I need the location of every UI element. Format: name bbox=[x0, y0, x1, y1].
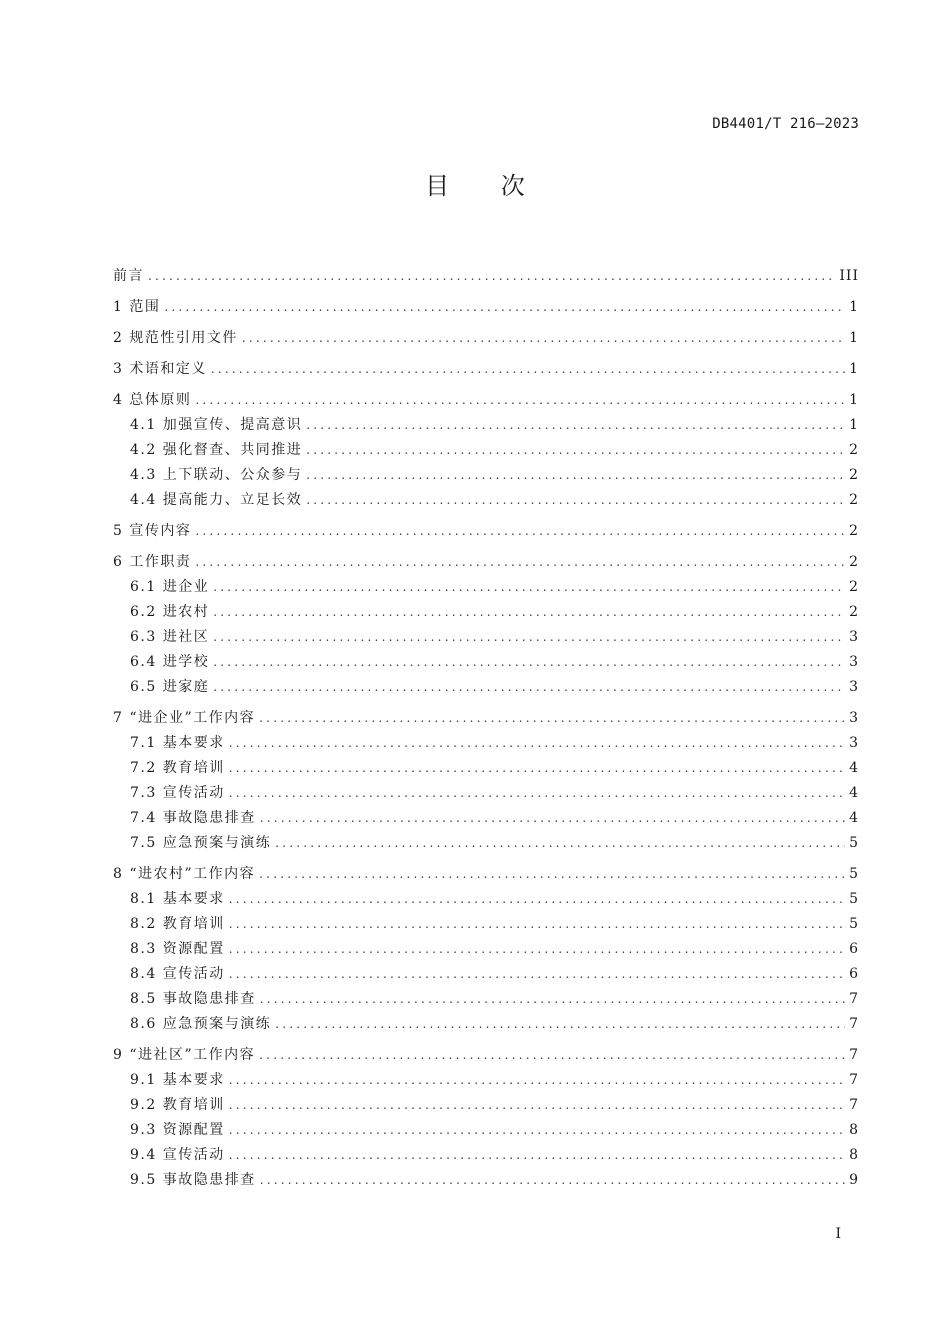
toc-entry-page: 5 bbox=[849, 916, 859, 932]
toc-section-entry[interactable] bbox=[113, 463, 859, 488]
toc-entry-page: 1 bbox=[849, 417, 859, 433]
toc-entry-label: 4.1 加强宣传、提高意识 bbox=[130, 417, 303, 433]
toc-entry-page: III bbox=[839, 268, 859, 284]
toc-chapter-entry[interactable] bbox=[113, 862, 859, 887]
toc-dot-leader bbox=[229, 1118, 845, 1143]
toc-entry-page: 3 bbox=[849, 735, 859, 751]
toc-entry-label: 9.1 基本要求 bbox=[130, 1072, 225, 1088]
toc-section-entry[interactable] bbox=[113, 806, 859, 831]
toc-dot-leader bbox=[229, 1143, 845, 1168]
toc-section-entry[interactable] bbox=[113, 887, 859, 912]
toc-entry-page: 3 bbox=[849, 654, 859, 670]
toc-entry-label: 3 术语和定义 bbox=[113, 361, 207, 377]
toc-section-entry[interactable] bbox=[113, 600, 859, 625]
toc-dot-leader bbox=[306, 438, 845, 463]
toc-entry-page: 2 bbox=[849, 554, 859, 570]
toc-entry-label: 2 规范性引用文件 bbox=[113, 330, 238, 346]
toc-entry-page: 7 bbox=[849, 1016, 859, 1032]
toc-dot-leader bbox=[306, 463, 845, 488]
toc-dot-leader bbox=[213, 625, 845, 650]
toc-dot-leader bbox=[229, 887, 845, 912]
toc-chapter-entry[interactable] bbox=[113, 388, 859, 413]
toc-dot-leader bbox=[306, 413, 845, 438]
toc-entry-page: 7 bbox=[849, 991, 859, 1007]
toc-dot-leader bbox=[275, 1012, 845, 1037]
toc-dot-leader bbox=[229, 756, 845, 781]
toc-dot-leader bbox=[213, 575, 845, 600]
toc-entry-label: 8.5 事故隐患排查 bbox=[130, 991, 256, 1007]
toc-section-entry[interactable] bbox=[113, 756, 859, 781]
toc-entry-page: 2 bbox=[849, 442, 859, 458]
toc-dot-leader bbox=[229, 1093, 845, 1118]
toc-chapter-entry[interactable] bbox=[113, 519, 859, 544]
toc-entry-label: 前言 bbox=[113, 268, 144, 284]
toc-entry-label: 8.4 宣传活动 bbox=[130, 966, 225, 982]
toc-entry-label: 9.2 教育培训 bbox=[130, 1097, 225, 1113]
toc-dot-leader bbox=[242, 326, 845, 351]
toc-dot-leader bbox=[259, 706, 845, 731]
toc-dot-leader bbox=[229, 731, 845, 756]
toc-entry-page: 1 bbox=[849, 361, 859, 377]
toc-entry-page: 3 bbox=[849, 679, 859, 695]
toc-section-entry[interactable] bbox=[113, 1143, 859, 1168]
toc-dot-leader bbox=[213, 650, 845, 675]
toc-chapter-entry[interactable] bbox=[113, 295, 859, 320]
toc-entry-page: 5 bbox=[849, 891, 859, 907]
toc-dot-leader bbox=[259, 862, 845, 887]
toc-section-entry[interactable] bbox=[113, 1012, 859, 1037]
toc-section-entry[interactable] bbox=[113, 675, 859, 700]
toc-chapter-entry[interactable] bbox=[113, 1043, 859, 1068]
toc-section-entry[interactable] bbox=[113, 731, 859, 756]
toc-entry-page: 9 bbox=[849, 1172, 859, 1188]
toc-entry-page: 2 bbox=[849, 579, 859, 595]
toc-dot-leader bbox=[229, 937, 845, 962]
toc-dot-leader bbox=[195, 519, 845, 544]
toc-entry-label: 9.4 宣传活动 bbox=[130, 1147, 225, 1163]
toc-entry-label: 6.5 进家庭 bbox=[130, 679, 210, 695]
toc-entry-page: 2 bbox=[849, 467, 859, 483]
toc-entry-label: 5 宣传内容 bbox=[113, 523, 192, 539]
toc-section-entry[interactable] bbox=[113, 575, 859, 600]
toc-section-entry[interactable] bbox=[113, 1093, 859, 1118]
toc-dot-leader bbox=[259, 1043, 845, 1068]
toc-dot-leader bbox=[164, 295, 845, 320]
toc-entry-label: 9.5 事故隐患排查 bbox=[130, 1172, 256, 1188]
toc-section-entry[interactable] bbox=[113, 438, 859, 463]
toc-dot-leader bbox=[148, 264, 835, 289]
toc-dot-leader bbox=[213, 675, 845, 700]
toc-entry-label: 7.4 事故隐患排查 bbox=[130, 810, 256, 826]
toc-entry-page: 3 bbox=[849, 629, 859, 645]
toc-entry-page: 5 bbox=[849, 835, 859, 851]
toc-section-entry[interactable] bbox=[113, 1168, 859, 1193]
toc-entry-label: 8.3 资源配置 bbox=[130, 941, 225, 957]
toc-entry-page: 6 bbox=[849, 966, 859, 982]
toc-dot-leader bbox=[260, 987, 845, 1012]
toc-chapter-entry[interactable] bbox=[113, 326, 859, 351]
toc-entry-page: 2 bbox=[849, 604, 859, 620]
toc-entry-page: 3 bbox=[849, 710, 859, 726]
toc-section-entry[interactable] bbox=[113, 987, 859, 1012]
toc-entry-label: 9 “进社区”工作内容 bbox=[113, 1047, 256, 1063]
table-of-contents bbox=[113, 264, 859, 1193]
toc-dot-leader bbox=[229, 912, 845, 937]
toc-entry-label: 4.3 上下联动、公众参与 bbox=[130, 467, 303, 483]
toc-section-entry[interactable] bbox=[113, 413, 859, 438]
toc-section-entry[interactable] bbox=[113, 1118, 859, 1143]
toc-chapter-entry[interactable] bbox=[113, 706, 859, 731]
toc-section-entry[interactable] bbox=[113, 488, 859, 513]
toc-entry-page: 8 bbox=[849, 1122, 859, 1138]
toc-dot-leader bbox=[260, 1168, 845, 1193]
toc-entry-label: 7.3 宣传活动 bbox=[130, 785, 225, 801]
toc-entry-label: 4 总体原则 bbox=[113, 392, 192, 408]
toc-entry-label: 4.2 强化督查、共同推进 bbox=[130, 442, 303, 458]
toc-entry-label: 8.1 基本要求 bbox=[130, 891, 225, 907]
toc-entry-label: 6.1 进企业 bbox=[130, 579, 210, 595]
toc-entry-page: 4 bbox=[849, 810, 859, 826]
page-number: I bbox=[835, 1226, 841, 1242]
toc-entry-page: 6 bbox=[849, 941, 859, 957]
toc-entry-page: 5 bbox=[849, 866, 859, 882]
toc-entry-label: 9.3 资源配置 bbox=[130, 1122, 225, 1138]
toc-entry-label: 6.4 进学校 bbox=[130, 654, 210, 670]
toc-dot-leader bbox=[195, 388, 845, 413]
toc-section-entry[interactable] bbox=[113, 650, 859, 675]
toc-entry-label: 8.6 应急预案与演练 bbox=[130, 1016, 272, 1032]
toc-section-entry[interactable] bbox=[113, 962, 859, 987]
toc-entry-page: 7 bbox=[849, 1097, 859, 1113]
toc-entry-label: 7.5 应急预案与演练 bbox=[130, 835, 272, 851]
toc-dot-leader bbox=[213, 600, 845, 625]
toc-entry-page: 4 bbox=[849, 760, 859, 776]
toc-entry-page: 4 bbox=[849, 785, 859, 801]
toc-dot-leader bbox=[211, 357, 845, 382]
toc-entry-label: 7.1 基本要求 bbox=[130, 735, 225, 751]
toc-entry-page: 8 bbox=[849, 1147, 859, 1163]
toc-section-entry[interactable] bbox=[113, 937, 859, 962]
toc-entry-label: 4.4 提高能力、立足长效 bbox=[130, 492, 303, 508]
toc-chapter-entry[interactable] bbox=[113, 357, 859, 382]
toc-entry-page: 2 bbox=[849, 492, 859, 508]
toc-entry-label: 1 范围 bbox=[113, 299, 161, 315]
toc-entry-page: 7 bbox=[849, 1072, 859, 1088]
toc-dot-leader bbox=[229, 1068, 845, 1093]
toc-dot-leader bbox=[229, 962, 845, 987]
toc-section-entry[interactable] bbox=[113, 912, 859, 937]
toc-section-entry[interactable] bbox=[113, 831, 859, 856]
toc-dot-leader bbox=[275, 831, 845, 856]
toc-entry-label: 6 工作职责 bbox=[113, 554, 192, 570]
toc-entry-page: 1 bbox=[849, 299, 859, 315]
toc-entry-label: 8.2 教育培训 bbox=[130, 916, 225, 932]
page-title: 目 次 bbox=[425, 172, 547, 200]
toc-entry-label: 6.3 进社区 bbox=[130, 629, 210, 645]
toc-entry-page: 2 bbox=[849, 523, 859, 539]
toc-entry-page: 1 bbox=[849, 392, 859, 408]
toc-entry-label: 7.2 教育培训 bbox=[130, 760, 225, 776]
document-code: DB4401/T 216—2023 bbox=[712, 116, 859, 132]
toc-chapter-entry[interactable] bbox=[113, 550, 859, 575]
toc-dot-leader bbox=[306, 488, 845, 513]
toc-entry-label: 8 “进农村”工作内容 bbox=[113, 866, 256, 882]
toc-section-entry[interactable] bbox=[113, 781, 859, 806]
toc-section-entry[interactable] bbox=[113, 625, 859, 650]
toc-entry-page: 1 bbox=[849, 330, 859, 346]
toc-section-entry[interactable] bbox=[113, 1068, 859, 1093]
toc-entry-label: 7 “进企业”工作内容 bbox=[113, 710, 256, 726]
toc-entry-page: 7 bbox=[849, 1047, 859, 1063]
toc-chapter-entry[interactable] bbox=[113, 264, 859, 289]
toc-dot-leader bbox=[260, 806, 845, 831]
toc-dot-leader bbox=[195, 550, 845, 575]
toc-entry-label: 6.2 进农村 bbox=[130, 604, 210, 620]
toc-dot-leader bbox=[229, 781, 845, 806]
